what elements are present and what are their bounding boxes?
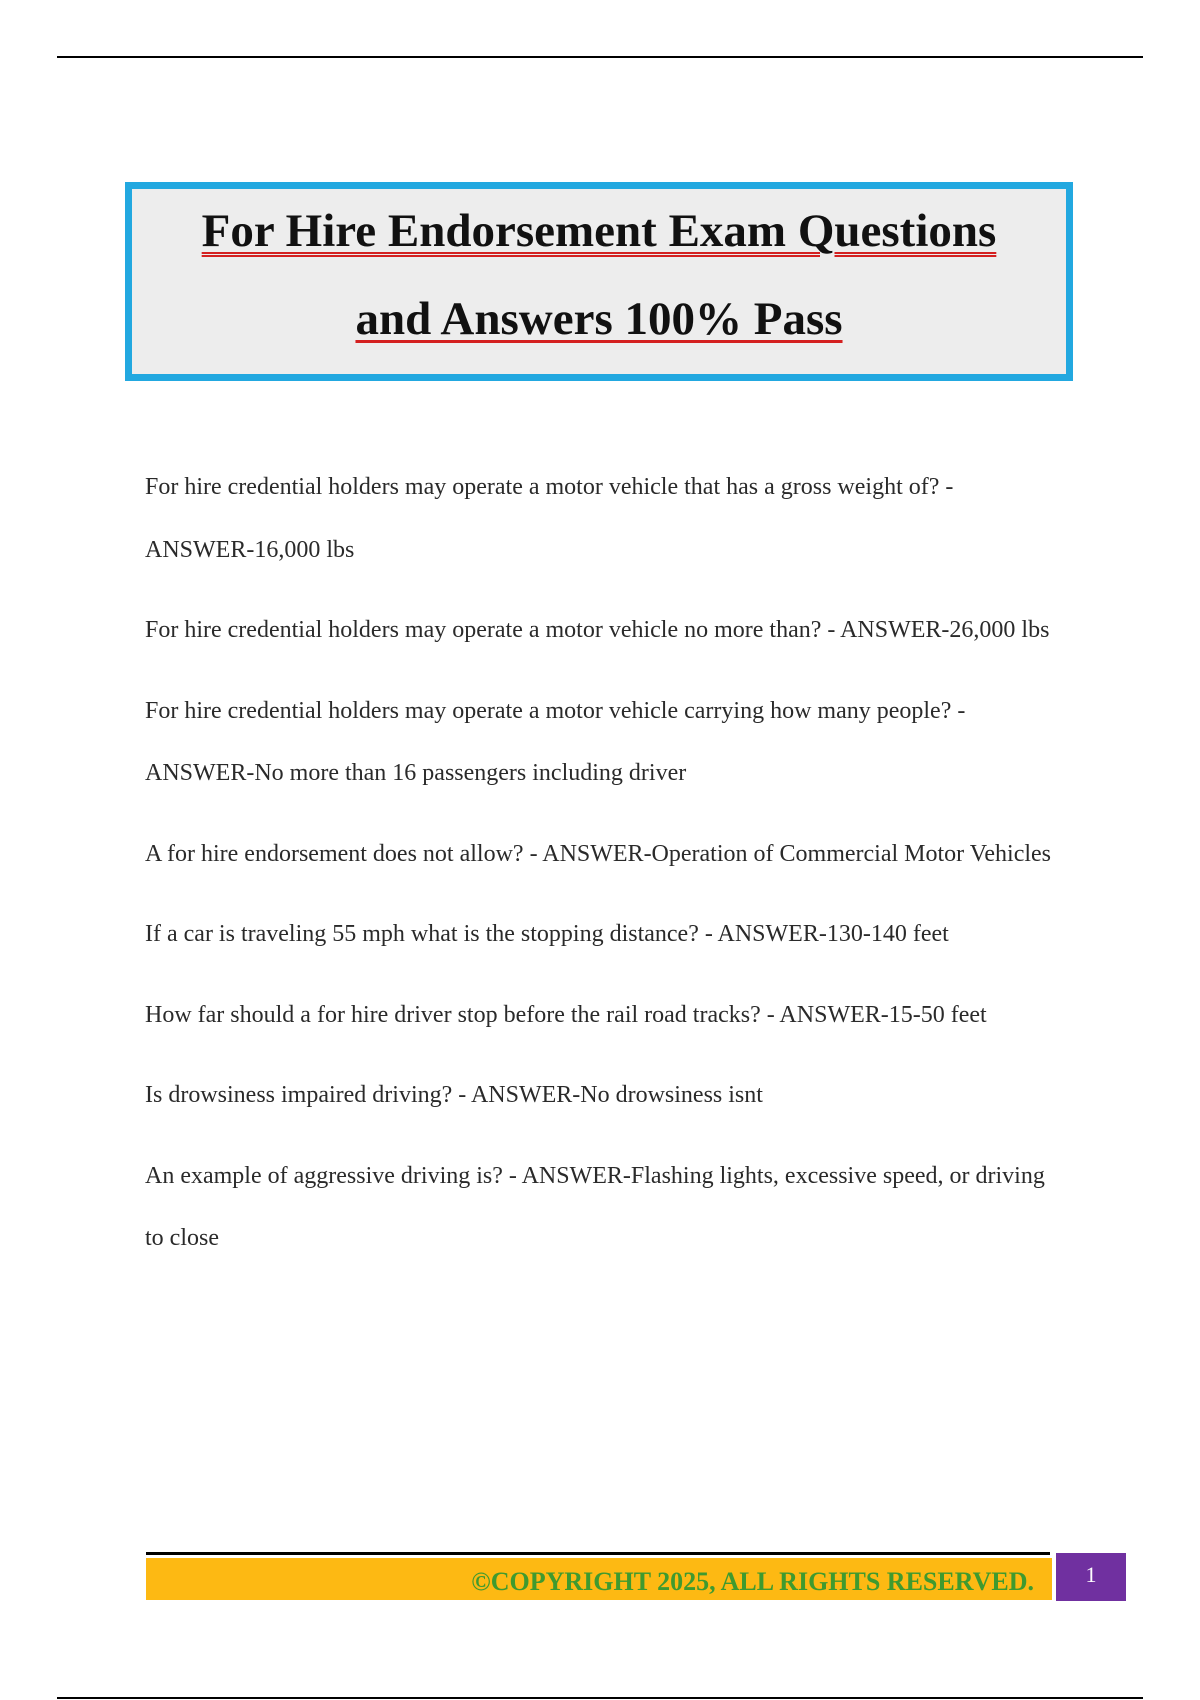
qa-item: For hire credential holders may operate a motor vehicle that has a gross weight of? - ANSWER-16,000 lbs	[145, 474, 954, 563]
footer-rule	[146, 1552, 1050, 1555]
bottom-rule	[57, 1697, 1143, 1699]
qa-list	[145, 456, 1065, 1288]
qa-item: For hire credential holders may operate a motor vehicle carrying how many people? - ANSWER-No more than 16 passengers including driver	[145, 697, 966, 786]
qa-item: For hire credential holders may operate a motor vehicle no more than? - ANSWER-26,000 lbs	[145, 617, 1050, 643]
qa-item: A for hire endorsement does not allow? - ANSWER-Operation of Commercial Motor Vehicles	[145, 840, 1052, 867]
title-line-1: For Hire Endorsement Exam Questions	[201, 205, 997, 257]
copyright-text: ©COPYRIGHT 2025, ALL RIGHTS RESERVED.	[471, 1567, 1034, 1596]
title-box	[125, 182, 1073, 381]
footer-bar	[146, 1558, 1052, 1600]
page-number: 1	[1056, 1553, 1126, 1601]
qa-item: If a car is traveling 55 mph what is the stopping distance? - ANSWER-130-140 feet	[145, 921, 949, 947]
qa-item: How far should a for hire driver stop before the rail road tracks? - ANSWER-15-50 feet	[145, 1001, 987, 1028]
top-rule	[57, 56, 1143, 58]
qa-item: Is drowsiness impaired driving? - ANSWER-No drowsiness isnt	[145, 1082, 763, 1108]
title-line-2: and Answers 100% Pass	[355, 293, 843, 345]
qa-item: An example of aggressive driving is? - ANSWER-Flashing lights, excessive speed, or driving to close	[145, 1162, 1045, 1251]
